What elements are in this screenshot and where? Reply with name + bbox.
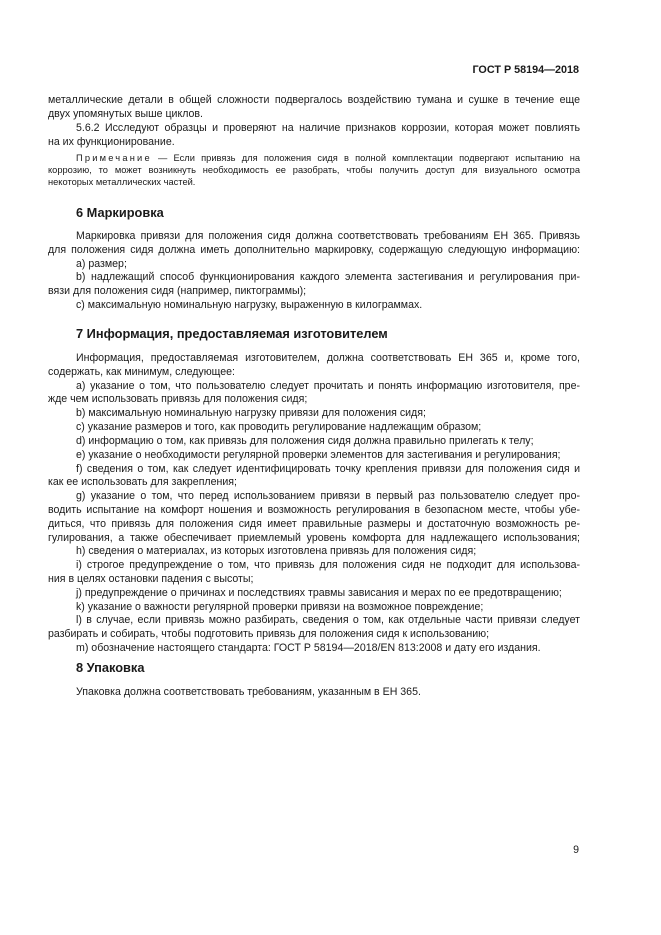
text-line: h) сведения о материалах, из которых изготовлена привязь для положения сидя; <box>76 545 477 557</box>
text-line: e) указание о необходимости регулярной проверки элементов для застегивания и регулирования; <box>76 449 561 461</box>
text-line: g) указание о том, что перед использованием привязи в первый раз пользователю следует про- <box>76 490 580 502</box>
text-line: Информация, предоставляемая изготовителем, должна соответствовать ЕН 365 и, кроме того, <box>76 352 580 364</box>
text-line: 5.6.2 Исследуют образцы и проверяют на наличие признаков коррозии, которая может повлиять <box>76 122 580 134</box>
text-line: b) надлежащий способ функционирования каждого элемента застегивания и регулирования при- <box>76 271 580 283</box>
text-line: разбирать и собирать, чтобы подготовить привязь для положения сидя к использованию; <box>48 628 490 640</box>
text-line: двух упомянутых выше циклов. <box>48 108 203 120</box>
note-line: коррозию, то может возникнуть необходимость ее разобрать, чтобы получить доступ для визуального осмотра <box>48 165 580 175</box>
text-line: водить испытание на комфорт ношения и возможность регулирования в безопасном месте, чтобы убе- <box>48 504 580 516</box>
text-line: l) в случае, если привязь можно разбирать, сведения о том, как отдельные части привязи следует <box>76 614 580 626</box>
text-line: f) сведения о том, как следует идентифицировать точку крепления привязи для положения сидя и <box>76 463 580 475</box>
text-line: a) указание о том, что пользователю следует прочитать и понять информацию изготовителя, пре- <box>76 380 580 392</box>
text-line: c) максимальную номинальную нагрузку, выраженную в килограммах. <box>76 299 423 311</box>
note-line: некоторых металлических частей. <box>48 177 196 187</box>
text-line: для положения сидя должна иметь дополнительно маркировку, содержащую следующую информацию: <box>48 244 580 256</box>
text-line: металлические детали в общей сложности подвергалось воздействию тумана и сушке в течение еще <box>48 94 580 106</box>
section-heading: 6 Маркировка <box>76 205 164 220</box>
text-line: жде чем использовать привязь для положения сидя; <box>48 393 308 405</box>
section-heading: 7 Информация, предоставляемая изготовителем <box>76 326 388 341</box>
text-line: a) размер; <box>76 258 127 270</box>
page-number: 9 <box>573 844 579 856</box>
text-line: Упаковка должна соответствовать требованиям, указанным в ЕН 365. <box>76 686 421 698</box>
text-line: k) указание о важности регулярной проверки привязи на возможное повреждение; <box>76 601 484 613</box>
text-line: d) информацию о том, как привязь для положения сидя должна правильно прилегать к телу; <box>76 435 534 447</box>
document-id: ГОСТ Р 58194—2018 <box>472 64 579 76</box>
text-line: Маркировка привязи для положения сидя должна соответствовать требованиям ЕН 365. Привязь <box>76 230 580 242</box>
note-label: Примечание <box>76 153 152 163</box>
text-line: как ее использовать для закрепления; <box>48 476 237 488</box>
text-line: c) указание размеров и того, как проводить регулирование надлежащим образом; <box>76 421 482 433</box>
note-first-line <box>76 152 580 164</box>
section-heading: 8 Упаковка <box>76 660 145 675</box>
text-line: на их функционирование. <box>48 136 175 148</box>
text-line: i) строгое предупреждение о том, что привязь для положения сидя не подходит для использова- <box>76 559 580 571</box>
text-line: содержать, как минимум, следующее: <box>48 366 235 378</box>
text-line: диться, что привязь для положения сидя имеет правильные размеры и достаточную возможность ре- <box>48 518 580 530</box>
note-text: — Если привязь для положения сидя в полной комплектации подвергают испытанию на <box>151 153 580 163</box>
text-line: вязи для положения сидя (например, пиктограммы); <box>48 285 307 297</box>
text-line: гулирования, а также обеспечивает приемлемый уровень комфорта для надлежащего использования; <box>48 532 580 544</box>
text-line: b) максимальную номинальную нагрузку привязи для положения сидя; <box>76 407 426 419</box>
text-line: j) предупреждение о причинах и последствиях травмы зависания и мерах по ее предотвращению; <box>76 587 562 599</box>
text-line: m) обозначение настоящего стандарта: ГОСТ Р 58194—2018/EN 813:2008 и дату его издания. <box>76 642 541 654</box>
text-line: ния в целях остановки падения с высоты; <box>48 573 254 585</box>
